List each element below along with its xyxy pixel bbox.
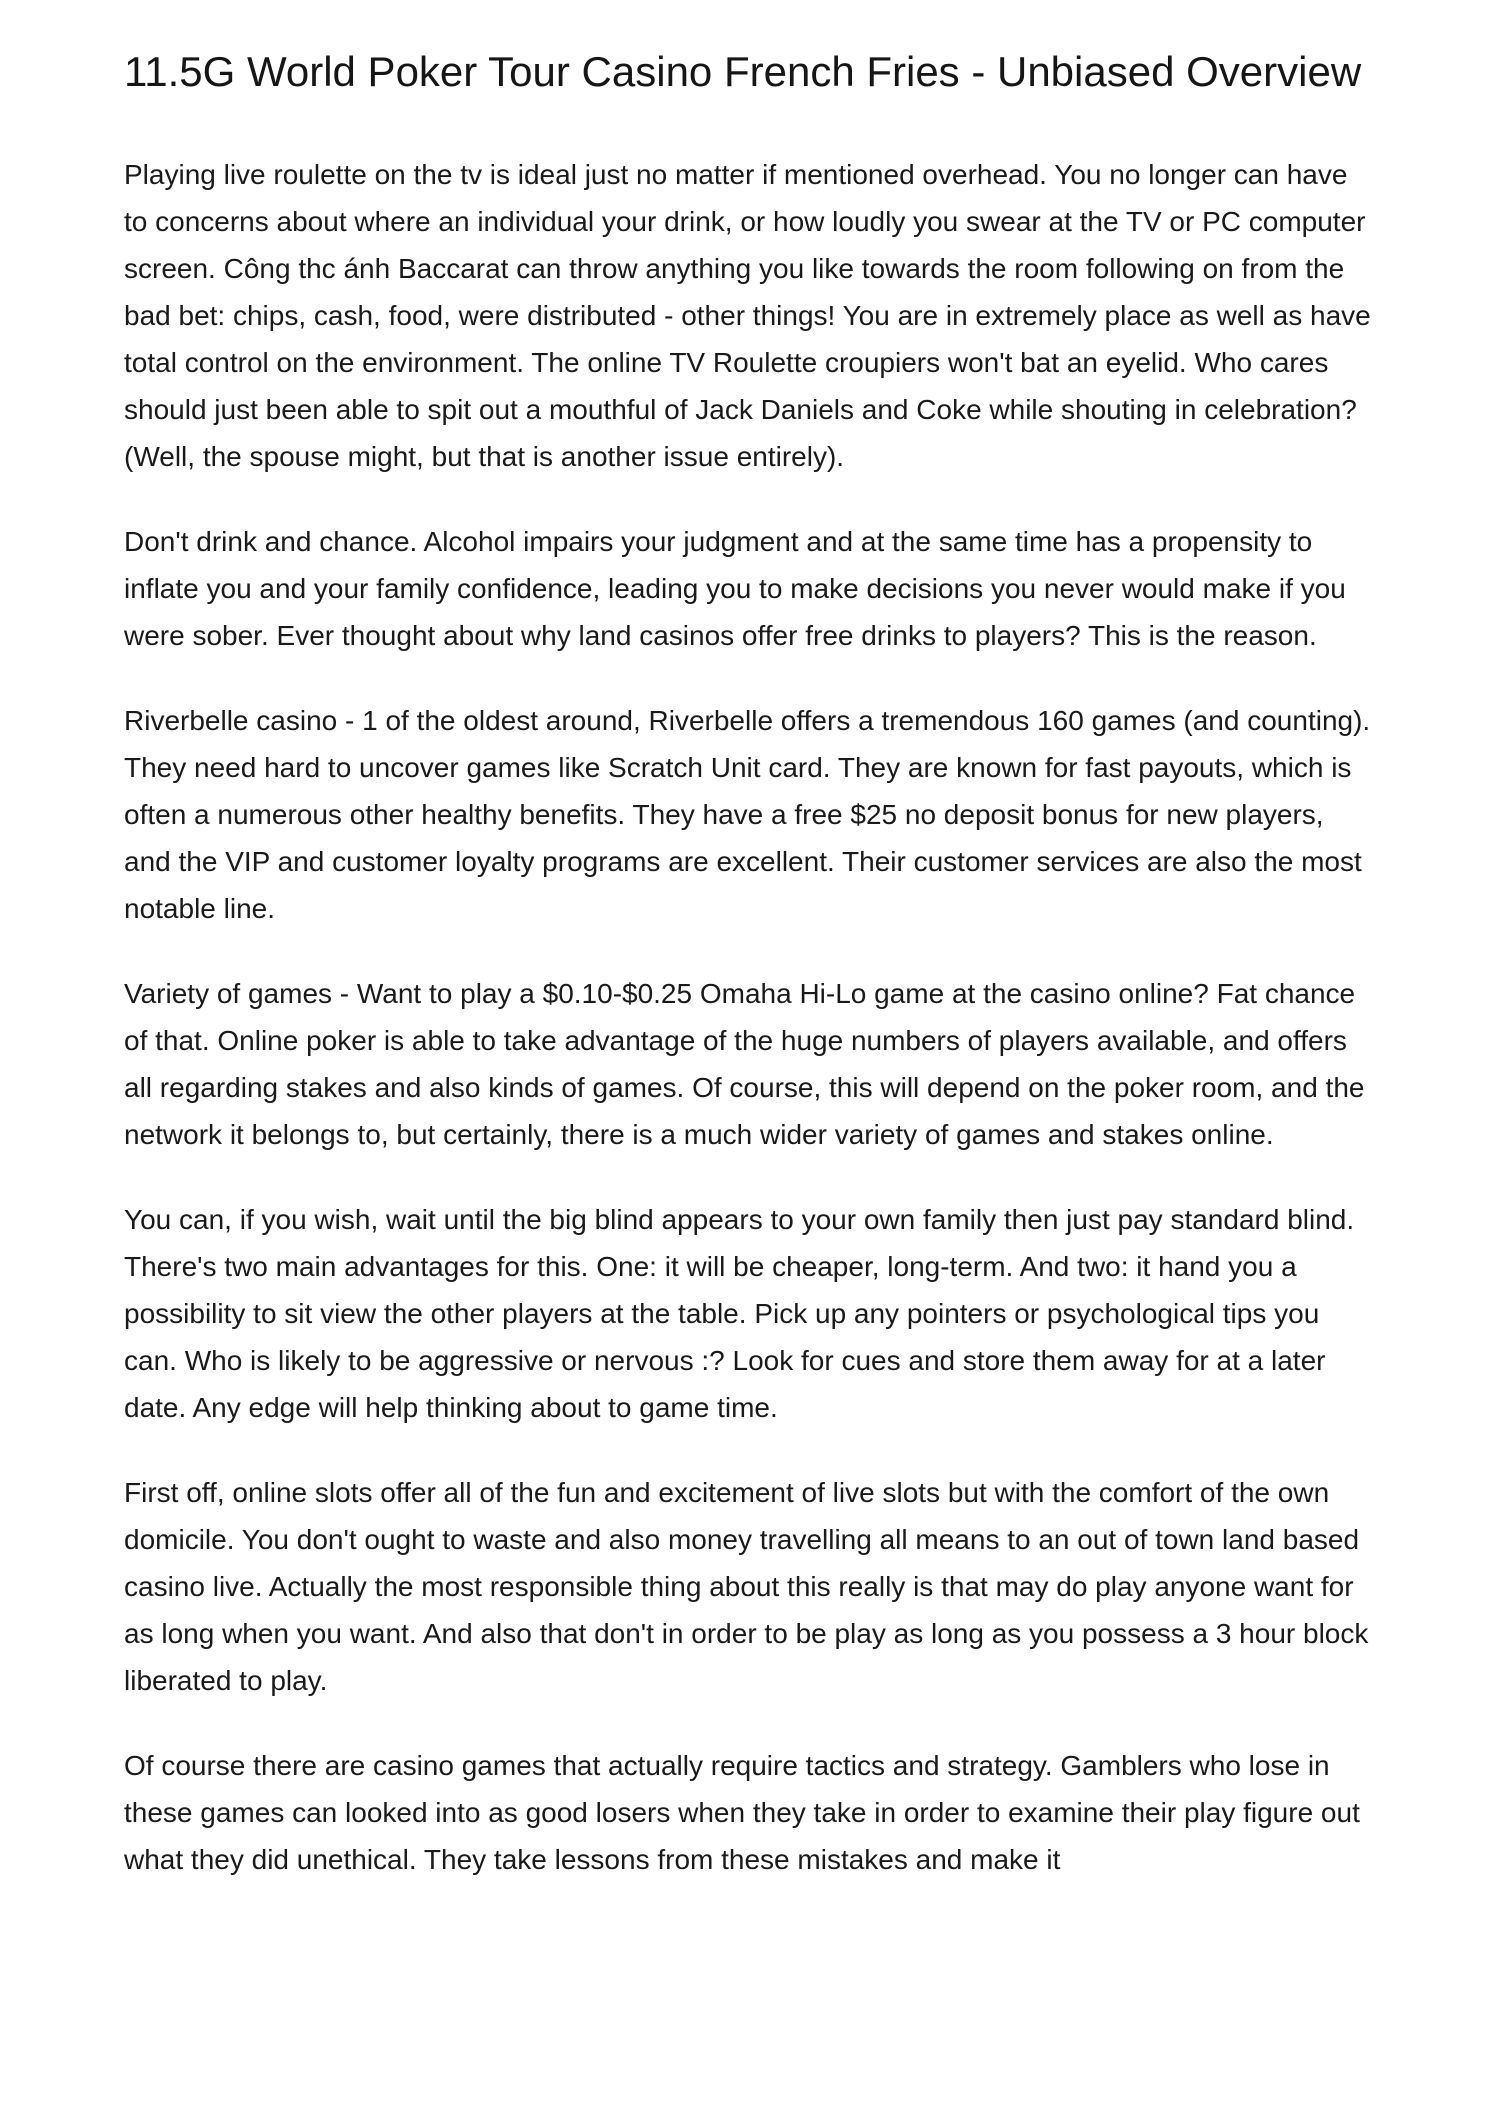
paragraph: You can, if you wish, wait until the big blind appears to your own family then just pay standard blind. There's two main advantages for this. One: it will be cheaper, long-term. And two: it hand you a possibility to sit view the other players at the table. Pick up any pointers or psychological tips you can. Who is likely to be aggressive or nervous :? Look for cues and store them away for at a later date. Any edge will help thinking about to game time. — [124, 1204, 1355, 1424]
paragraph: Playing live roulette on the tv is ideal just no matter if mentioned overhead. You no longer can have to concerns about where an individual your drink, or how loudly you swear at the TV or PC computer screen. Công thc ánh Baccarat can throw anything you like towards the room following on from the bad bet: chips, cash, food, were distributed - other things! You are in extremely place as well as have total control on the environment. The online TV Roulette croupiers won't bat an eyelid. Who cares should just been able to spit out a mouthful of Jack Daniels and Coke while shouting in celebration? (Well, the spouse might, but that is another issue entirely). — [124, 159, 1371, 473]
paragraph: First off, online slots offer all of the fun and excitement of live slots but with the comfort of the own domicile. You don't ought to waste and also money travelling all means to an out of town land based casino live. Actually the most responsible thing about this really is that may do play anyone want for as long when you want. And also that don't in order to be play as long as you possess a 3 hour block liberated to play. — [124, 1477, 1369, 1697]
page-title: 11.5G World Poker Tour Casino French Fries - Unbiased Overview — [124, 48, 1362, 95]
article-body — [124, 46, 1376, 1883]
paragraph: Riverbelle casino - 1 of the oldest around, Riverbelle offers a tremendous 160 games (and counting). They need hard to uncover games like Scratch Unit card. They are known for fast payouts, which is often a numerous other healthy benefits. They have a free $25 no deposit bonus for new players, and the VIP and customer loyalty programs are excellent. Their customer services are also the most notable line. — [124, 705, 1371, 925]
paragraph: Don't drink and chance. Alcohol impairs your judgment and at the same time has a propensity to inflate you and your family confidence, leading you to make decisions you never would make if you were sober. Ever thought about why land casinos offer free drinks to players? This is the reason. — [124, 526, 1346, 652]
paragraph: Variety of games - Want to play a $0.10-$0.25 Omaha Hi-Lo game at the casino online? Fat chance of that. Online poker is able to take advantage of the huge numbers of players available, and offers all regarding stakes and also kinds of games. Of course, this will depend on the poker room, and the network it belongs to, but certainly, there is a much wider variety of games and stakes online. — [124, 978, 1365, 1151]
paragraph: Of course there are casino games that actually require tactics and strategy. Gamblers who lose in these games can looked into as good losers when they take in order to examine their play figure out what they did unethical. They take lessons from these mistakes and make it — [124, 1750, 1360, 1876]
